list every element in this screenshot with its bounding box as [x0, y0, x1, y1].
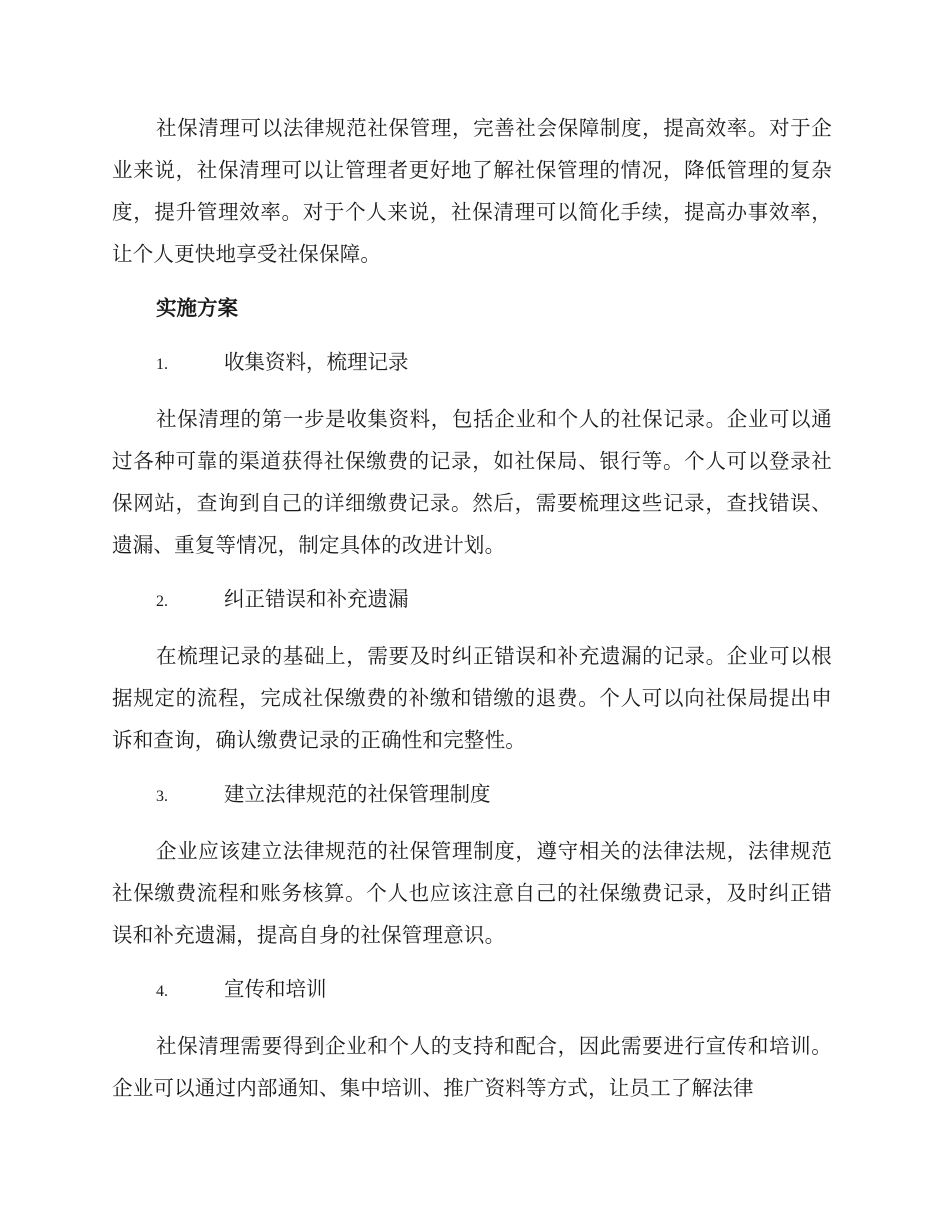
intro-paragraph: 社保清理可以法律规范社保管理，完善社会保障制度，提高效率。对于企业来说，社保清理可以让管理者更好地了解社保管理的情况，降低管理的复杂度，提升管理效率。对于个人来说，社保清理可以简化手续，提高办事效率，让个人更快地享受社保保障。 — [112, 116, 832, 266]
list-item-number: 1. — [156, 356, 168, 373]
list-item-number: 2. — [156, 593, 168, 610]
list-item-title: 收集资料，梳理记录 — [224, 350, 409, 374]
list-item-body: 企业应该建立法律规范的社保管理制度，遵守相关的法律法规，法律规范社保缴费流程和账务核算。个人也应该注意自己的社保缴费记录，及时纠正错误和补充遗漏，提高自身的社保管理意识。 — [112, 839, 832, 947]
list-item-2 — [112, 578, 832, 623]
list-item-title: 建立法律规范的社保管理制度 — [224, 782, 491, 806]
list-item-title: 纠正错误和补充遗漏 — [224, 587, 409, 611]
list-item-number: 3. — [156, 788, 168, 805]
list-item-body: 社保清理的第一步是收集资料，包括企业和个人的社保记录。企业可以通过各种可靠的渠道获得社保缴费的记录，如社保局、银行等。个人可以登录社保网站，查询到自己的详细缴费记录。然后，需要梳理这些记录，查找错误、遗漏、重复等情况，制定具体的改进计划。 — [112, 407, 832, 557]
list-item-title: 宣传和培训 — [224, 977, 327, 1001]
list-item-4 — [112, 968, 832, 1013]
list-item-number: 4. — [156, 983, 168, 1000]
list-item-body: 在梳理记录的基础上，需要及时纠正错误和补充遗漏的记录。企业可以根据规定的流程，完成社保缴费的补缴和错缴的退费。个人可以向社保局提出申诉和查询，确认缴费记录的正确性和完整性。 — [112, 644, 832, 752]
document-page — [112, 107, 832, 1109]
section-heading: 实施方案 — [156, 296, 238, 320]
list-item-3 — [112, 773, 832, 818]
list-item-1 — [112, 341, 832, 386]
list-item-body: 社保清理需要得到企业和个人的支持和配合，因此需要进行宣传和培训。企业可以通过内部通知、集中培训、推广资料等方式，让员工了解法律 — [112, 1034, 832, 1100]
